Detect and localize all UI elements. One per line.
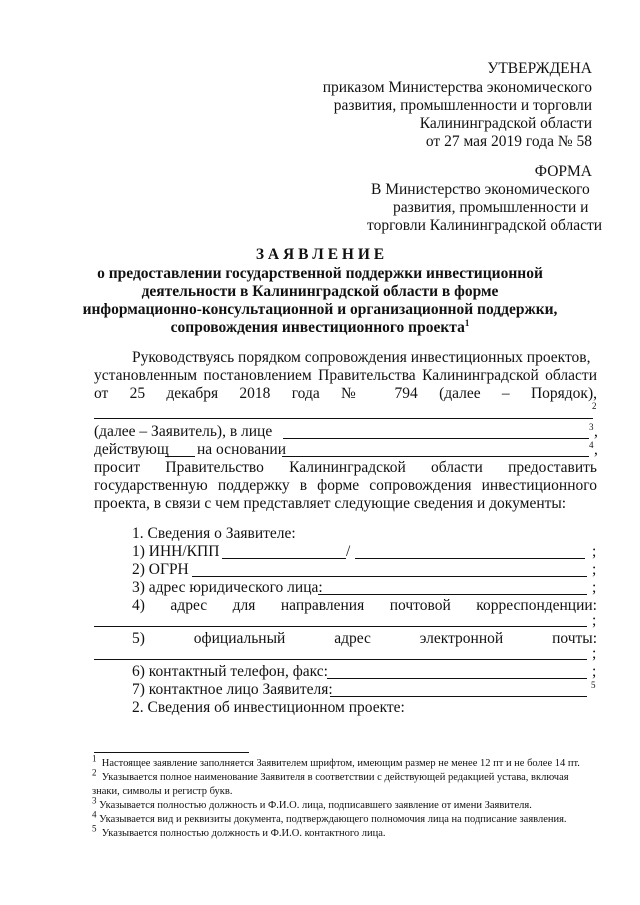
representative-field[interactable] [283,438,589,439]
punctuation: ; [592,561,597,578]
paragraph-line [94,367,597,385]
justified-text: 5) официальный адрес электронной почты: [132,630,597,647]
footnote: 1 Настоящее заявление заполняется Заявителем шрифтом, имеющим размер не менее 12 пт и не более 14 пт. [92,753,580,769]
footnote: 3 Указывается полностью должность и Ф.И.О. лица, подписавшего заявление от имени Заявителя. [92,795,532,811]
email-label [132,630,597,648]
recipient-line: В Министерство экономического [371,181,590,198]
approval-line: Калининградской области [419,115,592,132]
approval-date: от 27 мая 2019 года № 58 [425,133,592,150]
paragraph-line [94,385,597,403]
recipient-line: развития, промышленности и [393,199,589,216]
heading-line: информационно-консультационной и организационной поддержки, [82,301,558,318]
basis-document-field[interactable] [282,456,589,457]
justified-text: просит Правительство Калининградской области предоставить [94,459,597,476]
recipient-line: торговли Калининградской области [367,217,603,234]
applicant-name-field[interactable] [94,418,593,419]
form-label: ФОРМА [534,163,592,180]
punctuation: ; [592,663,597,680]
separator: / [346,543,351,560]
ogrn-field[interactable] [192,576,587,577]
ogrn-label: 2) ОГРН [132,561,189,578]
punctuation: ; [592,579,597,596]
document-title: З А Я В Л Е Н И Е [255,246,385,263]
approval-line: приказом Министерства экономического [322,79,592,96]
punctuation: ; [592,645,597,662]
footnote: знаки, символы и регистр букв. [92,786,233,797]
approval-line: развития, промышленности и торговли [333,97,592,114]
punctuation: , [594,441,598,458]
approval-title: УТВЕРЖДЕНА [487,60,592,77]
paragraph-line [94,459,597,477]
paragraph-line: проекта, в связи с чем представляет следующие сведения и документы: [94,495,567,512]
legal-address-field[interactable] [318,594,587,595]
acting-suffix-field[interactable] [165,456,195,457]
postal-address-field[interactable] [94,626,587,627]
kpp-field[interactable] [355,558,585,559]
justified-text: 4) адрес для направления почтовой корреспонденции: [132,597,597,614]
punctuation: ; [592,543,597,560]
applicant-label: (далее – Заявитель), в лице [94,423,273,440]
footnote: 2 Указывается полное наименование Заявителя в соответствии с действующей редакцией устава, включая [92,767,569,783]
phone-label: 6) контактный телефон, факс: [132,663,328,680]
heading-line: деятельности в Калининградской области в форме [141,283,499,300]
postal-address-label [132,597,597,615]
justified-text: государственную поддержку в форме сопровождения инвестиционного [94,477,597,494]
paragraph-line: Руководствуясь порядком сопровождения инвестиционных проектов, [132,349,591,366]
email-field[interactable] [94,659,587,660]
footnote: 4 Указывается вид и реквизиты документа, подтверждающего полномочия лица на подписание заявления. [92,809,567,825]
heading-line: о предоставлении государственной поддержки инвестиционной [97,265,543,282]
inn-field[interactable] [222,558,346,559]
legal-address-label: 3) адрес юридического лица: [132,579,323,596]
contact-person-field[interactable] [330,696,587,697]
contact-person-label: 7) контактное лицо Заявителя: [132,681,333,698]
section-title: 2. Сведения об инвестиционном проекте: [132,699,405,716]
phone-field[interactable] [327,678,587,679]
heading-line [0,319,640,337]
heading-line-text: сопровождения инвестиционного проекта [170,319,465,336]
footnote: 5 Указывается полностью должность и Ф.И.О. контактного лица. [92,823,386,839]
footnote-ref: 1 [464,317,470,328]
punctuation: ; [592,612,597,629]
basis-label: на основании [197,441,286,458]
acting-label: действующ [94,441,169,458]
paragraph-line [94,477,597,495]
section-title: 1. Сведения о Заявителе: [132,525,296,542]
justified-text: от 25 декабря 2018 года № 794 (далее – Порядок), [94,385,597,402]
footnote-separator [94,752,249,753]
inn-label: 1) ИНН/КПП [132,543,220,560]
punctuation: , [594,423,598,440]
justified-text: установленным постановлением Правительства Калининградской области [94,367,597,384]
